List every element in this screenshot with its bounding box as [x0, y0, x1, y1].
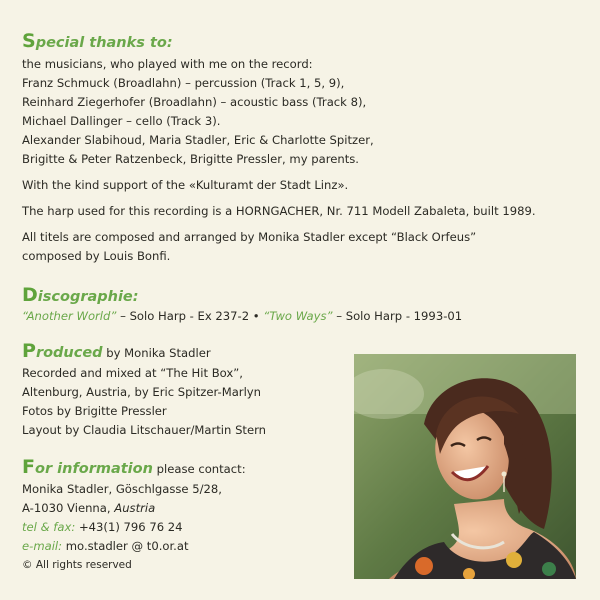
thanks-line: the musicians, who played with me on the record: — [22, 57, 313, 71]
album-two-ways: “Two Ways” — [263, 309, 333, 323]
harp-line: The harp used for this recording is a HORNGACHER, Nr. 711 Modell Zabaleta, built 1989. — [22, 204, 536, 218]
discography-heading — [22, 285, 462, 307]
email-value: mo.stadler @ t0.or.at — [62, 539, 189, 553]
album-another-world: “Another World” — [22, 309, 117, 323]
thanks-section — [22, 31, 536, 266]
titles-line-2: composed by Louis Bonfi. — [22, 249, 171, 263]
info-section — [22, 456, 246, 575]
support-line: With the kind support of the «Kulturamt der Stadt Linz». — [22, 178, 349, 192]
thanks-line: Franz Schmuck (Broadlahn) – percussion (Track 1, 5, 9), — [22, 76, 345, 90]
address-line-2 — [22, 499, 246, 518]
portrait-image — [354, 354, 576, 579]
email-label: e-mail: — [22, 539, 63, 553]
info-heading-initial: F — [22, 456, 35, 478]
info-heading — [22, 456, 246, 480]
info-contact: please contact: — [152, 462, 246, 476]
produced-heading-text: roduced — [35, 345, 103, 361]
album-another-world-info: – Solo Harp - Ex 237-2 • — [116, 309, 264, 323]
produced-line: Altenburg, Austria, by Eric Spitzer-Marlyn — [22, 385, 262, 399]
discography-section — [22, 285, 462, 326]
discography-line — [22, 307, 462, 326]
thanks-heading-text: pecial thanks to: — [35, 35, 173, 51]
thanks-line: Michael Dallinger – cello (Track 3). — [22, 114, 221, 128]
produced-section — [22, 340, 266, 440]
rights-line: © All rights reserved — [22, 559, 132, 571]
address-line-1: Monika Stadler, Göschlgasse 5/28, — [22, 482, 222, 496]
tel-label: tel & fax: — [22, 520, 76, 534]
thanks-line: Reinhard Ziegerhofer (Broadlahn) – acoustic bass (Track 8), — [22, 95, 367, 109]
produced-heading — [22, 340, 266, 364]
artist-photo — [354, 354, 576, 579]
album-two-ways-info: – Solo Harp - 1993-01 — [332, 309, 463, 323]
produced-heading-initial: P — [22, 340, 36, 362]
produced-by: by Monika Stadler — [102, 346, 211, 360]
titles-line: All titels are composed and arranged by Monika Stadler except “Black Orfeus” — [22, 230, 477, 244]
info-heading-text: or information — [34, 461, 153, 477]
discography-heading-initial: D — [22, 284, 38, 306]
discography-heading-text: iscographie: — [37, 289, 139, 305]
produced-line: Fotos by Brigitte Pressler — [22, 404, 167, 418]
email-line — [22, 537, 246, 556]
address-city: A-1030 Vienna, — [22, 501, 115, 515]
thanks-heading-initial: S — [22, 30, 36, 52]
thanks-line: Alexander Slabihoud, Maria Stadler, Eric & Charlotte Spitzer, — [22, 133, 374, 147]
produced-line: Recorded and mixed at “The Hit Box”, — [22, 366, 243, 380]
tel-value: +43(1) 796 76 24 — [75, 520, 183, 534]
thanks-heading — [22, 31, 536, 53]
tel-line — [22, 518, 246, 537]
produced-line: Layout by Claudia Litschauer/Martin Stern — [22, 423, 267, 437]
address-country: Austria — [114, 501, 156, 515]
thanks-line: Brigitte & Peter Ratzenbeck, Brigitte Pressler, my parents. — [22, 152, 359, 166]
